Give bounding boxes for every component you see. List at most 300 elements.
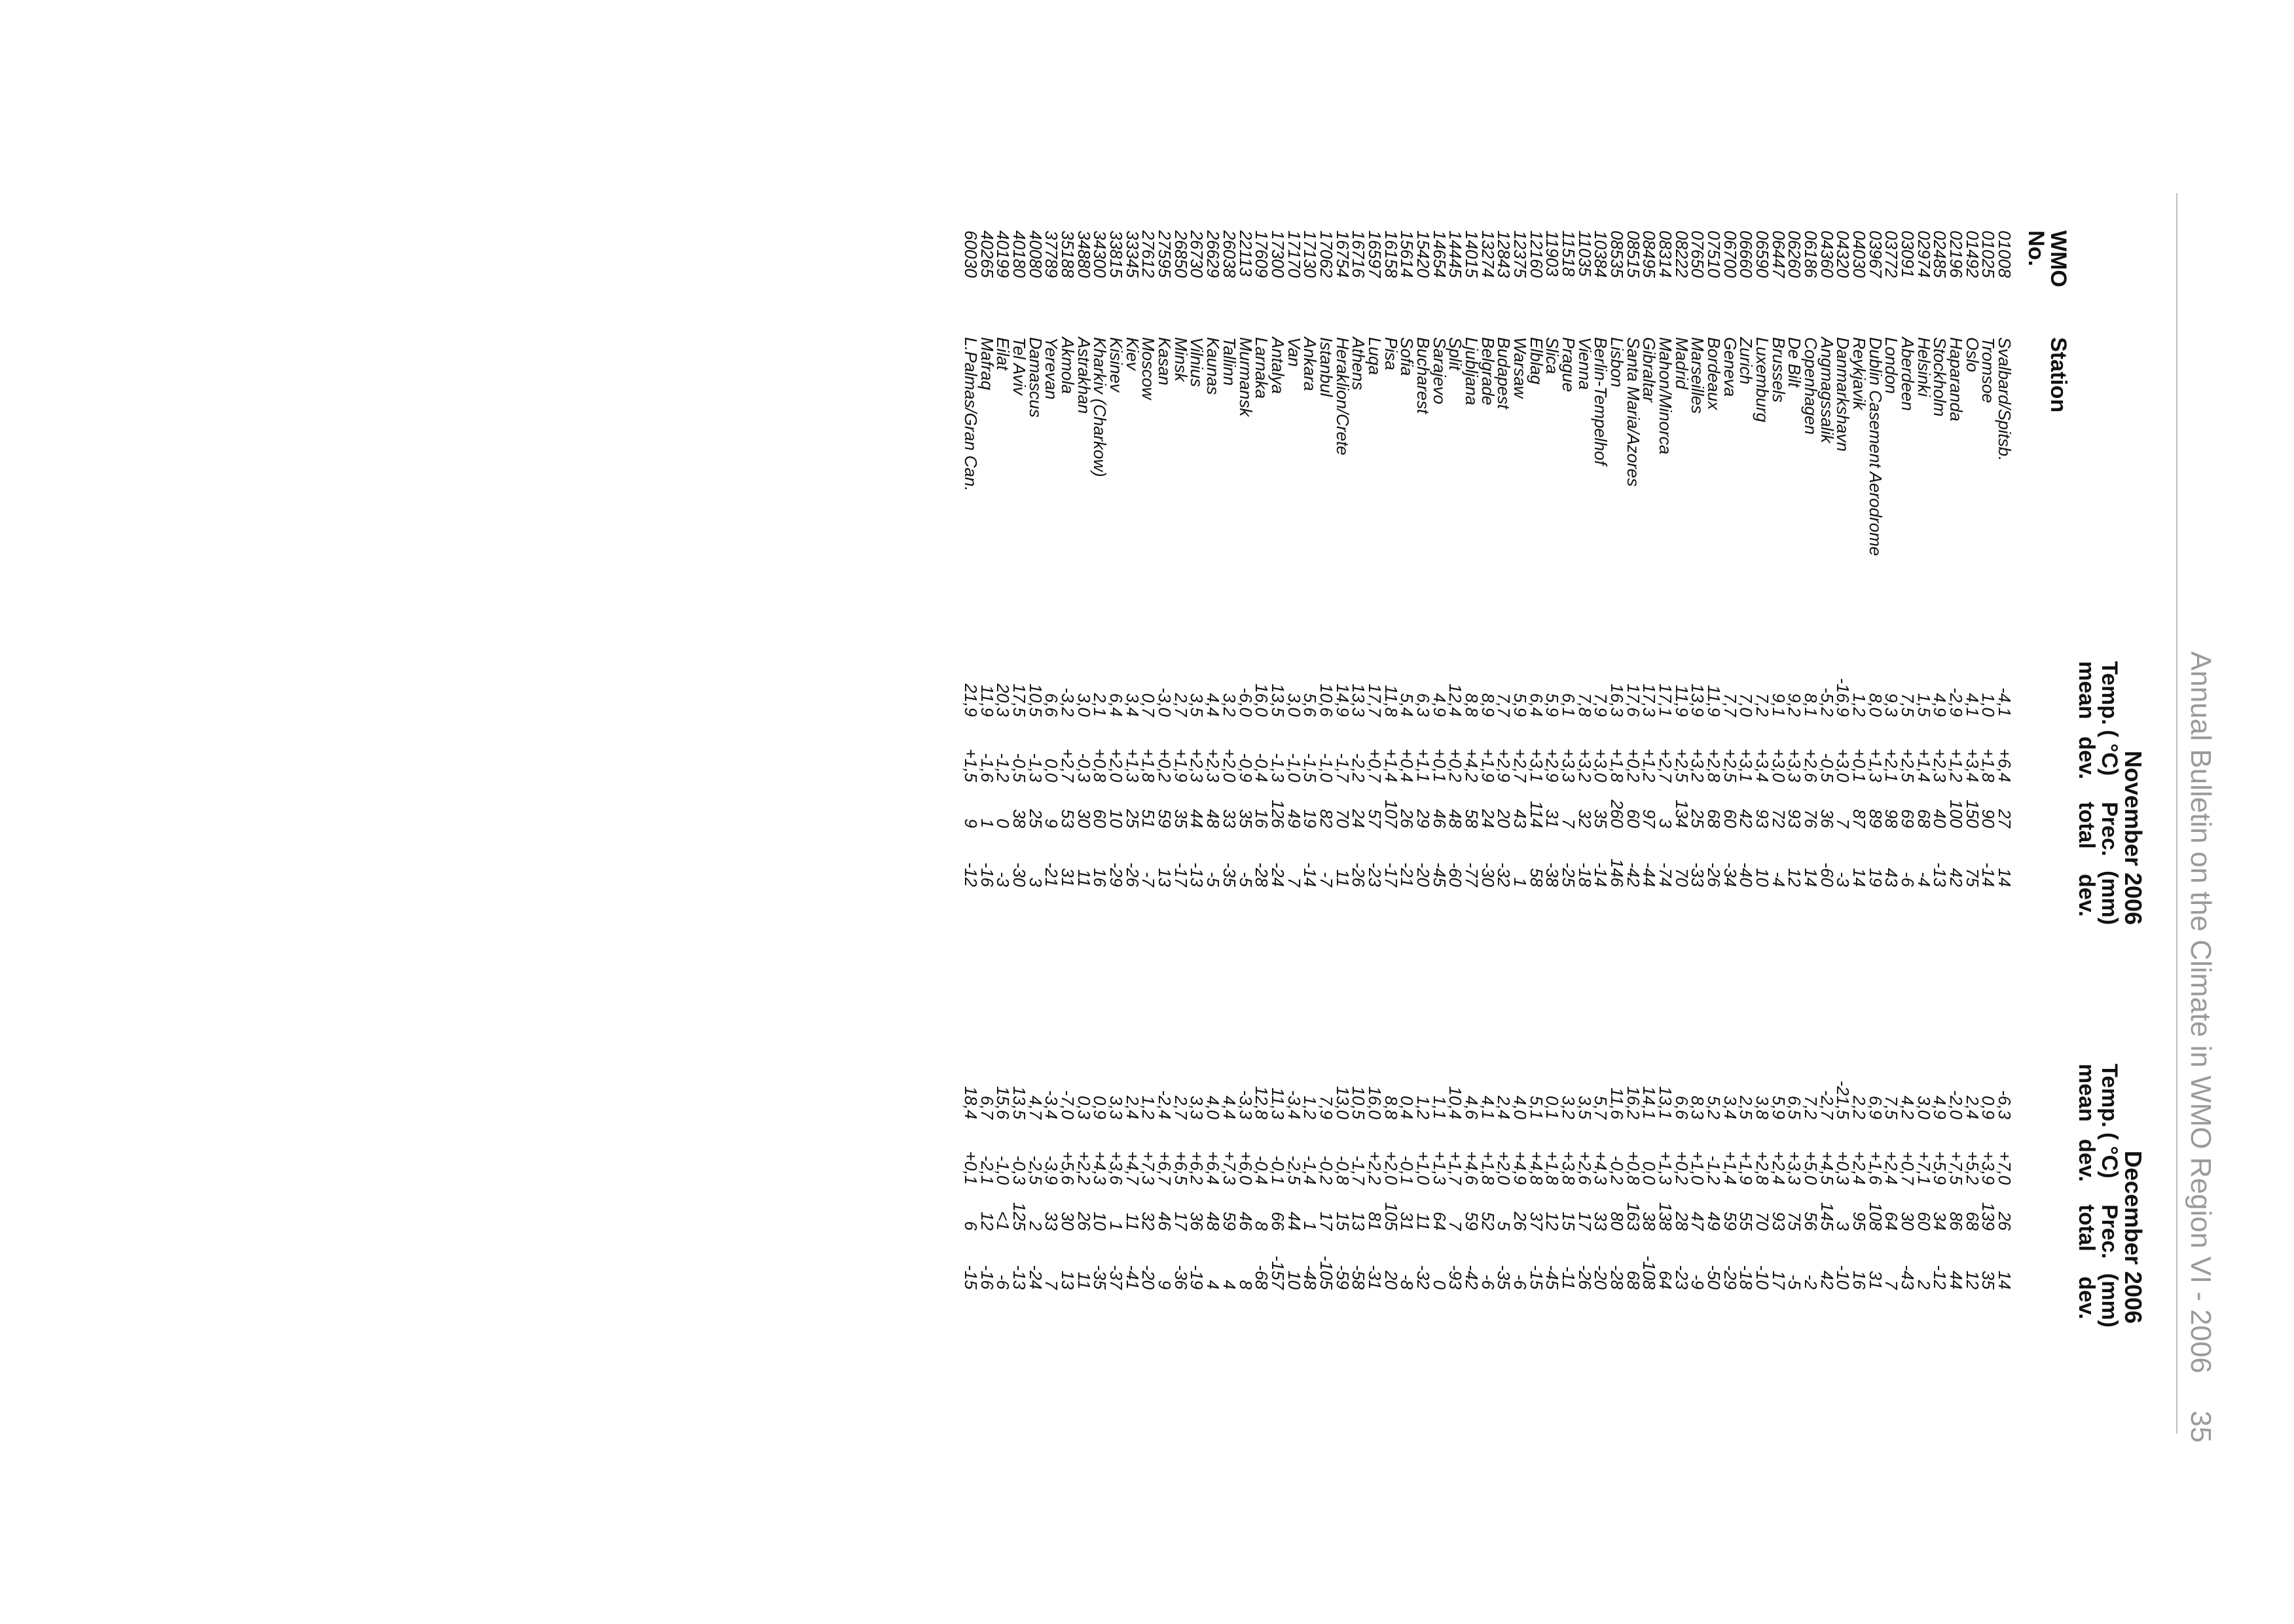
station-name: Marseilles	[1688, 337, 1708, 414]
header-dec-prec: Prec.	[2097, 1204, 2122, 1259]
dec-temp-mean: 3,0	[1914, 1095, 1934, 1119]
dec-prec-dev: -2	[1800, 1274, 1821, 1290]
nov-prec-dev: 43	[1882, 868, 1902, 887]
dec-temp-dev: +5,2	[1962, 1151, 1982, 1185]
header-wmo: WMO	[2046, 230, 2071, 287]
wmo-number: 11518	[1558, 230, 1578, 277]
station-name: Mafraq	[977, 337, 997, 390]
dec-temp-mean: 6,6	[1671, 1095, 1692, 1119]
nov-temp-mean: 3,5	[1187, 693, 1207, 717]
wmo-number: 26629	[1203, 230, 1224, 278]
nov-temp-dev: +3,0	[1591, 748, 1611, 782]
nov-prec-dev: 42	[1946, 868, 1966, 887]
nov-temp-mean: -4,1	[1995, 687, 2014, 717]
wmo-number: 04030	[1849, 230, 1869, 278]
station-name: Budapest	[1494, 337, 1514, 409]
dec-prec-total: 28	[1671, 1212, 1692, 1231]
nov-prec-dev: -7	[1138, 871, 1159, 887]
dec-temp-mean: 10,4	[1446, 1086, 1466, 1119]
nov-temp-dev: +2,1	[1882, 748, 1902, 782]
dec-temp-mean: 4,9	[1930, 1095, 1950, 1119]
nov-temp-dev: -0,4	[1252, 753, 1272, 782]
station-name: Haparanda	[1946, 337, 1966, 422]
dec-temp-mean: 4,6	[1461, 1095, 1482, 1119]
dec-temp-mean: 2,4	[1122, 1095, 1142, 1119]
dec-temp-mean: 0,4	[1397, 1095, 1417, 1119]
nov-temp-mean: 8,1	[1800, 693, 1821, 717]
dec-temp-mean: 12,8	[1252, 1086, 1272, 1119]
nov-prec-dev: 19	[1865, 868, 1885, 887]
dec-temp-mean: 3,3	[1187, 1095, 1207, 1119]
nov-temp-mean: 1,5	[1914, 693, 1934, 717]
wmo-number: 02196	[1946, 230, 1966, 278]
nov-prec-dev: -24	[1267, 862, 1288, 887]
dec-prec-total: 17	[1575, 1212, 1595, 1231]
dec-prec-total: 13	[1349, 1212, 1369, 1231]
wmo-number: 08314	[1655, 230, 1675, 278]
dec-prec-dev: 20	[1381, 1271, 1401, 1290]
wmo-number: 15614	[1397, 230, 1417, 278]
nov-prec-total: 31	[1542, 809, 1563, 828]
nov-temp-mean: 13,9	[1688, 683, 1708, 717]
nov-prec-total: 68	[1914, 809, 1934, 828]
wmo-number: 12160	[1526, 230, 1546, 278]
dec-temp-dev: +7,1	[1914, 1151, 1934, 1185]
wmo-number: 15420	[1413, 230, 1433, 278]
dec-prec-total: 30	[1897, 1212, 1918, 1231]
dec-temp-dev: +2,0	[1381, 1151, 1401, 1185]
nov-prec-total: 58	[1461, 809, 1482, 828]
nov-temp-dev: +3,0	[1768, 748, 1789, 782]
nov-prec-dev: -21	[1397, 862, 1417, 887]
header-dec-temp: Temp.	[2097, 1064, 2122, 1128]
nov-temp-dev: +2,0	[1219, 748, 1239, 782]
dec-temp-mean: 16,0	[1364, 1086, 1385, 1119]
nov-prec-dev: 58	[1526, 868, 1546, 887]
wmo-number: 17300	[1267, 230, 1288, 278]
dec-temp-dev: +2,0	[1494, 1151, 1514, 1185]
nov-temp-mean: 3,0	[1284, 693, 1304, 717]
nov-temp-dev: +6,4	[1995, 748, 2014, 782]
dec-temp-mean: -6,3	[1995, 1090, 2014, 1119]
header-nov-prec: Prec.	[2097, 802, 2122, 857]
nov-temp-mean: 17,5	[1010, 683, 1030, 717]
nov-prec-dev: -14	[1591, 862, 1611, 887]
wmo-number: 40265	[977, 230, 997, 278]
nov-temp-mean: 13,5	[1267, 683, 1288, 717]
nov-prec-total: 48	[1446, 809, 1466, 828]
nov-prec-total: 68	[1703, 809, 1724, 828]
dec-prec-total: 33	[1591, 1212, 1611, 1231]
nov-temp-dev: -0,3	[1074, 753, 1094, 782]
dec-temp-mean: -2,0	[1946, 1090, 1966, 1119]
wmo-number: 08495	[1639, 230, 1660, 278]
dec-prec-dev: -36	[1171, 1265, 1191, 1290]
dec-prec-total: 70	[1752, 1212, 1772, 1231]
dec-prec-dev: -23	[1671, 1265, 1692, 1290]
dec-temp-mean: 8,8	[1381, 1095, 1401, 1119]
nov-prec-total: 51	[1138, 809, 1159, 828]
dec-prec-total: 46	[1235, 1212, 1256, 1231]
nov-temp-mean: 11,8	[1381, 685, 1401, 717]
nov-temp-dev: +1,4	[1381, 748, 1401, 782]
dec-prec-total: <1	[993, 1211, 1013, 1231]
dec-temp-mean: 6,9	[1865, 1095, 1885, 1119]
header-nov-temp-unit: ( °C)	[2097, 730, 2122, 776]
nov-prec-dev: -16	[977, 862, 997, 887]
nov-prec-dev: -13	[1930, 862, 1950, 887]
wmo-number: 16754	[1332, 230, 1353, 278]
wmo-number: 17062	[1316, 230, 1336, 278]
station-name: Ljubljana	[1461, 337, 1482, 406]
nov-temp-dev: +1,9	[1478, 748, 1498, 782]
nov-temp-mean: 5,9	[1510, 693, 1530, 717]
nov-temp-mean: 0,7	[1138, 693, 1159, 717]
dec-prec-dev: 13	[1058, 1271, 1078, 1290]
nov-temp-mean: 6,3	[1413, 693, 1433, 717]
dec-temp-dev: -0,1	[1397, 1155, 1417, 1185]
dec-prec-total: 49	[1703, 1212, 1724, 1231]
nov-temp-mean: 4,1	[1962, 693, 1982, 717]
nov-prec-dev: -12	[961, 862, 981, 887]
dec-temp-mean: 18,4	[961, 1086, 981, 1119]
dec-temp-dev: +2,4	[1882, 1151, 1902, 1185]
nov-prec-total: 35	[1591, 809, 1611, 828]
header-december: December 2006	[2120, 1150, 2147, 1324]
nov-prec-total: 0	[993, 818, 1013, 828]
wmo-number: 26038	[1219, 230, 1239, 278]
dec-temp-mean: 4,1	[1478, 1095, 1498, 1119]
dec-temp-mean: 5,1	[1526, 1095, 1546, 1119]
dec-prec-total: 59	[1461, 1212, 1482, 1231]
wmo-number: 40080	[1025, 230, 1046, 278]
nov-temp-dev: +1,3	[1122, 748, 1142, 782]
wmo-number: 17170	[1284, 230, 1304, 278]
dec-prec-total: 93	[1768, 1212, 1789, 1231]
nov-prec-total: 44	[1187, 809, 1207, 828]
dec-prec-total: 33	[1042, 1212, 1062, 1231]
nov-temp-dev: 0,0	[1042, 758, 1062, 782]
nov-prec-dev: -28	[1252, 862, 1272, 887]
dec-prec-dev: -157	[1267, 1255, 1288, 1290]
nov-temp-dev: -1,7	[1332, 753, 1353, 782]
nov-temp-mean: 7,9	[1591, 693, 1611, 717]
nov-prec-total: 107	[1381, 799, 1401, 828]
nov-prec-dev: -23	[1364, 862, 1385, 887]
nov-temp-dev: -0,9	[1235, 753, 1256, 782]
station-name: Santa Maria/Azores	[1623, 337, 1643, 487]
station-name: Eilat	[993, 337, 1013, 370]
nov-temp-dev: +2,9	[1494, 748, 1514, 782]
nov-prec-dev: -25	[1558, 862, 1578, 887]
nov-prec-dev: -3	[993, 871, 1013, 887]
wmo-number: 26730	[1187, 230, 1207, 278]
nov-prec-dev: -60	[1817, 862, 1837, 887]
nov-prec-total: 53	[1058, 809, 1078, 828]
nov-prec-dev: -13	[1187, 862, 1207, 887]
dec-prec-dev: 0	[1429, 1280, 1449, 1290]
nov-temp-dev: -1,3	[1267, 753, 1288, 782]
nov-temp-mean: 7,0	[1736, 693, 1757, 717]
nov-prec-dev: -40	[1736, 862, 1757, 887]
nov-temp-mean: 8,8	[1461, 693, 1482, 717]
dec-temp-mean: 15,6	[993, 1086, 1013, 1119]
dec-prec-dev: -37	[1106, 1265, 1127, 1290]
nov-prec-dev: -14	[1300, 862, 1320, 887]
nov-prec-dev: -38	[1542, 862, 1563, 887]
dec-temp-mean: 1,1	[1429, 1095, 1449, 1119]
dec-prec-dev: -68	[1252, 1265, 1272, 1290]
header-dec-pdev: dev.	[2074, 1276, 2099, 1320]
header-nov-temp: Temp.	[2097, 661, 2122, 725]
nov-prec-dev: -5	[1235, 871, 1256, 887]
dec-prec-dev: -105	[1316, 1255, 1336, 1290]
nov-prec-total: 25	[1688, 809, 1708, 828]
dec-prec-total: 26	[1510, 1212, 1530, 1231]
nov-prec-total: 97	[1639, 809, 1660, 828]
dec-temp-mean: 4,0	[1203, 1095, 1224, 1119]
dec-temp-dev: +0,2	[1671, 1151, 1692, 1185]
nov-prec-total: 114	[1526, 801, 1546, 828]
dec-temp-dev: +0,7	[1897, 1151, 1918, 1185]
dec-temp-mean: 3,5	[1575, 1095, 1595, 1119]
station-name: Gibraltar	[1639, 337, 1660, 403]
nov-prec-dev: -5	[1203, 871, 1224, 887]
nov-prec-dev: 13	[1155, 868, 1175, 887]
dec-temp-mean: 16,2	[1623, 1086, 1643, 1119]
nov-prec-dev: 7	[1284, 877, 1304, 887]
wmo-number: 03091	[1897, 230, 1918, 278]
dec-prec-total: 44	[1284, 1212, 1304, 1231]
station-name: Svalbard/Spitsb.	[1995, 337, 2014, 461]
nov-temp-dev: +2,5	[1897, 748, 1918, 782]
dec-prec-total: 64	[1429, 1212, 1449, 1231]
nov-temp-dev: +4,2	[1461, 748, 1482, 782]
nov-temp-mean: 4,9	[1429, 693, 1449, 717]
dec-temp-dev: -0,4	[1252, 1155, 1272, 1185]
dec-prec-dev: -20	[1138, 1265, 1159, 1290]
nov-temp-mean: 10,6	[1316, 683, 1336, 717]
station-name: Tel Aviv	[1010, 337, 1030, 395]
wmo-number: 16158	[1381, 230, 1401, 278]
nov-prec-total: 89	[1865, 809, 1885, 828]
dec-prec-dev: 4	[1219, 1280, 1239, 1290]
nov-prec-total: 100	[1946, 799, 1966, 828]
wmo-number: 26850	[1171, 230, 1191, 278]
nov-temp-dev: -1,3	[1025, 753, 1046, 782]
dec-temp-mean: 7,2	[1800, 1095, 1821, 1119]
station-name: Kisinev	[1106, 337, 1127, 392]
dec-temp-dev: +2,4	[1768, 1151, 1789, 1185]
nov-prec-total: 42	[1736, 809, 1757, 828]
wmo-number: 04320	[1833, 230, 1853, 278]
nov-prec-dev: -29	[1106, 862, 1127, 887]
wmo-number: 06260	[1785, 230, 1805, 278]
station-name: Antalya	[1267, 337, 1288, 394]
dec-temp-mean: 7,5	[1882, 1095, 1902, 1119]
nov-temp-dev: +0,8	[1090, 748, 1110, 782]
nov-prec-total: 7	[1833, 818, 1853, 828]
station-name: Angmagssalik	[1817, 337, 1837, 443]
dec-temp-dev: +1,6	[1865, 1151, 1885, 1185]
nov-prec-dev: -18	[1575, 862, 1595, 887]
nov-temp-dev: +2,7	[1510, 748, 1530, 782]
nov-prec-total: 93	[1752, 809, 1772, 828]
dec-temp-dev: +2,6	[1575, 1151, 1595, 1185]
station-name: Copenhagen	[1800, 337, 1821, 435]
station-name: Vienna	[1575, 337, 1595, 390]
dec-temp-mean: 1,2	[1138, 1095, 1159, 1119]
station-name: Oslo	[1962, 337, 1982, 372]
nov-prec-total: 70	[1332, 809, 1353, 828]
nov-prec-total: 60	[1720, 809, 1740, 828]
dec-prec-total: 31	[1397, 1212, 1417, 1231]
nov-prec-dev: 12	[1785, 868, 1805, 887]
station-name: Astrakhan	[1074, 337, 1094, 414]
nov-prec-dev: -74	[1655, 862, 1675, 887]
station-name: Murmansk	[1235, 337, 1256, 417]
wmo-number: 01492	[1962, 230, 1982, 278]
nov-prec-dev: 14	[1995, 868, 2014, 887]
nov-temp-mean: 17,7	[1364, 683, 1385, 717]
nov-temp-mean: 10,5	[1025, 683, 1046, 717]
dec-temp-mean: 11,3	[1267, 1087, 1288, 1119]
dec-prec-dev: -32	[1413, 1265, 1433, 1290]
nov-prec-total: 33	[1219, 809, 1239, 828]
nov-temp-mean: 7,7	[1720, 693, 1740, 717]
dec-temp-dev: -0,1	[1267, 1155, 1288, 1185]
nov-prec-total: 35	[1235, 809, 1256, 828]
nov-temp-mean: 11,9	[1703, 685, 1724, 717]
nov-temp-mean: 17,3	[1639, 683, 1660, 717]
dec-temp-mean: 3,2	[1558, 1095, 1578, 1119]
dec-prec-dev: 64	[1655, 1271, 1675, 1290]
nov-temp-mean: 7,8	[1575, 693, 1595, 717]
nov-temp-dev: +0,2	[1446, 748, 1466, 782]
nov-temp-mean: 1,2	[1849, 693, 1869, 717]
nov-prec-dev: -17	[1381, 862, 1401, 887]
nov-temp-dev: +2,0	[1106, 748, 1127, 782]
dec-prec-total: 56	[1800, 1212, 1821, 1231]
dec-prec-dev: 11	[1074, 1272, 1094, 1290]
dec-prec-total: 11	[1413, 1213, 1433, 1231]
nov-temp-mean: -2,9	[1946, 687, 1966, 717]
nov-temp-dev: +1,2	[1946, 748, 1966, 782]
dec-temp-dev: +7,5	[1946, 1151, 1966, 1185]
nov-prec-dev: -32	[1494, 862, 1514, 887]
nov-prec-dev: -30	[1010, 862, 1030, 887]
nov-prec-total: 35	[1171, 809, 1191, 828]
nov-prec-dev: -45	[1429, 862, 1449, 887]
dec-prec-dev: -108	[1639, 1255, 1660, 1290]
nov-temp-mean: 16,0	[1252, 683, 1272, 717]
dec-temp-mean: 11,6	[1607, 1087, 1627, 1119]
nov-temp-mean: 7,5	[1897, 693, 1918, 717]
nov-temp-dev: +1,1	[1413, 748, 1433, 782]
page-number: 35	[2185, 1411, 2217, 1443]
dec-temp-dev: +7,3	[1219, 1151, 1239, 1185]
dec-prec-dev: -42	[1461, 1265, 1482, 1290]
dec-prec-dev: 16	[1849, 1271, 1869, 1290]
dec-temp-dev: +4,7	[1122, 1151, 1142, 1185]
nov-temp-mean: 9,2	[1785, 693, 1805, 717]
wmo-number: 02974	[1914, 230, 1934, 278]
nov-temp-mean: 7,7	[1494, 693, 1514, 717]
nov-temp-dev: +1,4	[1914, 748, 1934, 782]
dec-temp-dev: -2,1	[977, 1155, 997, 1185]
nov-temp-dev: +1,2	[1639, 748, 1660, 782]
dec-temp-mean: 3,4	[1720, 1095, 1740, 1119]
dec-temp-mean: 3,3	[1106, 1095, 1127, 1119]
dec-prec-dev: -45	[1542, 1265, 1563, 1290]
dec-prec-total: 3	[1833, 1221, 1853, 1231]
dec-temp-dev: -2,5	[1025, 1155, 1046, 1185]
nov-prec-dev: 14	[1800, 868, 1821, 887]
dec-prec-dev: 4	[1203, 1280, 1224, 1290]
wmo-number: 12375	[1510, 230, 1530, 278]
wmo-number: 06186	[1800, 230, 1821, 278]
wmo-number: 07650	[1688, 230, 1708, 278]
station-name: Kaunas	[1203, 337, 1224, 395]
dec-temp-dev: +6,0	[1235, 1151, 1256, 1185]
dec-prec-total: 12	[977, 1212, 997, 1231]
dec-prec-total: 37	[1526, 1212, 1546, 1231]
wmo-number: 40180	[1010, 230, 1030, 278]
dec-prec-total: 10	[1090, 1212, 1110, 1231]
dec-temp-dev: +1,8	[1478, 1151, 1498, 1185]
nov-prec-total: 98	[1882, 809, 1902, 828]
nov-temp-dev: +2,3	[1187, 748, 1207, 782]
dec-prec-dev: -41	[1122, 1265, 1142, 1290]
wmo-number: 08535	[1607, 230, 1627, 278]
dec-prec-total: 17	[1171, 1212, 1191, 1231]
dec-prec-total: 36	[1187, 1212, 1207, 1231]
station-name: Dublin Casement Aerodrome	[1865, 337, 1885, 556]
dec-prec-dev: -13	[1010, 1265, 1030, 1290]
nov-temp-dev: -1,0	[1316, 753, 1336, 782]
nov-prec-dev: 75	[1962, 868, 1982, 887]
dec-prec-dev: -6	[1510, 1274, 1530, 1290]
nov-prec-dev: -21	[1042, 862, 1062, 887]
nov-temp-mean: 20,3	[993, 683, 1013, 717]
wmo-number: 13274	[1478, 230, 1498, 278]
station-name: Bucharest	[1413, 337, 1433, 414]
station-name: Zurich	[1736, 337, 1757, 385]
dec-prec-total: 68	[1962, 1212, 1982, 1231]
nov-temp-mean: 2,1	[1090, 693, 1110, 717]
dec-temp-dev: -1,7	[1349, 1155, 1369, 1185]
station-name: Larnaka	[1252, 337, 1272, 399]
dec-temp-dev: +1,3	[1655, 1151, 1675, 1185]
dec-temp-mean: 2,5	[1736, 1095, 1757, 1119]
dec-temp-dev: +4,5	[1817, 1151, 1837, 1185]
nov-prec-dev: 11	[1332, 869, 1353, 887]
dec-temp-mean: 2,7	[1171, 1095, 1191, 1119]
dec-prec-total: 59	[1720, 1212, 1740, 1231]
wmo-number: 17609	[1252, 230, 1272, 278]
dec-temp-dev: 0,0	[1639, 1161, 1660, 1185]
nov-temp-dev: -0,5	[1010, 753, 1030, 782]
dec-temp-dev: +1,7	[1446, 1151, 1466, 1185]
dec-temp-mean: -21,5	[1833, 1080, 1853, 1119]
dec-prec-dev: 7	[1882, 1280, 1902, 1290]
station-name: De Bilt	[1785, 337, 1805, 388]
dec-temp-mean: -3,4	[1284, 1090, 1304, 1119]
wmo-number: 03772	[1882, 230, 1902, 278]
dec-temp-mean: 1,2	[1300, 1095, 1320, 1119]
station-name: Sarajevo	[1429, 337, 1449, 405]
wmo-number: 06660	[1736, 230, 1757, 278]
